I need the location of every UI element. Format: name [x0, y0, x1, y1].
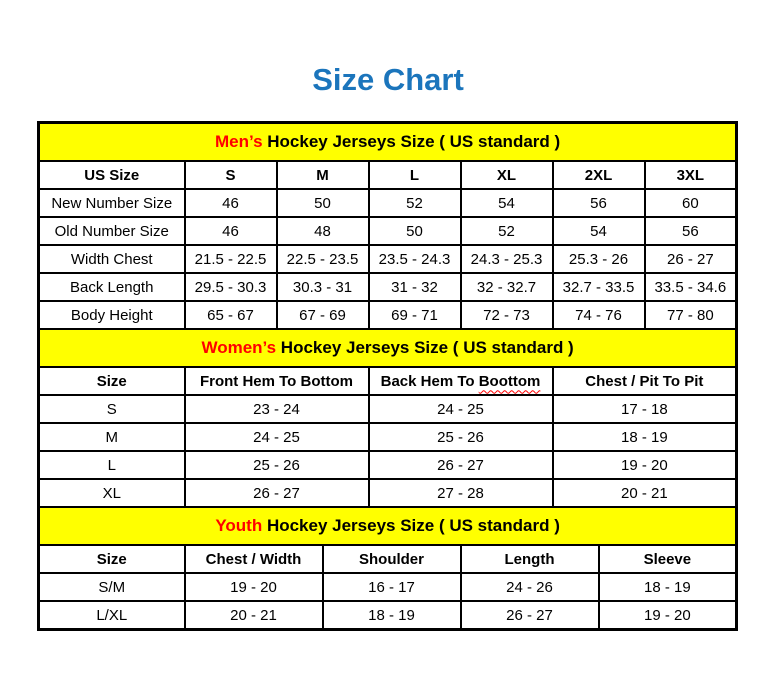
size-value: 26 - 27: [369, 451, 553, 479]
youth-highlight: Youth: [215, 516, 263, 535]
size-value: 72 - 73: [461, 301, 553, 329]
size-value: 24.3 - 25.3: [461, 245, 553, 273]
youth-title-rest: Hockey Jerseys Size ( US standard ): [262, 516, 560, 535]
row-label: Width Chest: [39, 245, 185, 273]
back-hem-misspelled-word: Boottom: [478, 372, 541, 390]
womens-col-header-back-hem: [369, 367, 553, 395]
mens-col-header: S: [185, 161, 277, 189]
mens-highlight: Men’s: [214, 132, 263, 151]
size-value: 24 - 26: [461, 573, 599, 601]
mens-col-header: 2XL: [553, 161, 645, 189]
mens-col-header: XL: [461, 161, 553, 189]
womens-header-row: [39, 367, 737, 395]
row-label: XL: [39, 479, 185, 507]
mens-col-header: US Size: [39, 161, 185, 189]
womens-col-header: Chest / Pit To Pit: [553, 367, 737, 395]
size-value: 26 - 27: [461, 601, 599, 630]
youth-section-band: [39, 507, 737, 545]
womens-col-header: Front Hem To Bottom: [185, 367, 369, 395]
size-value: 69 - 71: [369, 301, 461, 329]
size-value: 17 - 18: [553, 395, 737, 423]
size-value: 54: [553, 217, 645, 245]
size-value: 29.5 - 30.3: [185, 273, 277, 301]
size-value: 32.7 - 33.5: [553, 273, 645, 301]
youth-col-header: Sleeve: [599, 545, 737, 573]
row-label: Old Number Size: [39, 217, 185, 245]
size-value: 30.3 - 31: [277, 273, 369, 301]
size-value: 23.5 - 24.3: [369, 245, 461, 273]
size-value: 21.5 - 22.5: [185, 245, 277, 273]
size-value: 24 - 25: [369, 395, 553, 423]
row-label: Body Height: [39, 301, 185, 329]
youth-header-row: [39, 545, 737, 573]
page-title: Size Chart: [312, 62, 464, 97]
size-value: 25 - 26: [185, 451, 369, 479]
size-value: 56: [645, 217, 737, 245]
row-label: M: [39, 423, 185, 451]
back-hem-prefix: Back Hem To: [380, 372, 479, 390]
youth-col-header: Shoulder: [323, 545, 461, 573]
size-value: 67 - 69: [277, 301, 369, 329]
size-value: 46: [185, 217, 277, 245]
size-value: 60: [645, 189, 737, 217]
youth-col-header: Length: [461, 545, 599, 573]
youth-row: [39, 573, 737, 601]
mens-col-header: 3XL: [645, 161, 737, 189]
size-value: 77 - 80: [645, 301, 737, 329]
mens-title-rest: Hockey Jerseys Size ( US standard ): [262, 132, 561, 151]
size-value: 22.5 - 23.5: [277, 245, 369, 273]
size-value: 56: [553, 189, 645, 217]
size-value: 52: [369, 189, 461, 217]
womens-section-title: [39, 329, 737, 367]
size-value: 16 - 17: [323, 573, 461, 601]
womens-title-rest: Hockey Jerseys Size ( US standard ): [276, 338, 574, 357]
size-value: 46: [185, 189, 277, 217]
size-value: 27 - 28: [369, 479, 553, 507]
size-value: 18 - 19: [323, 601, 461, 630]
mens-row: [39, 301, 737, 329]
womens-section-band: [39, 329, 737, 367]
row-label: S: [39, 395, 185, 423]
size-value: 24 - 25: [185, 423, 369, 451]
mens-header-row: [39, 161, 737, 189]
size-value: 19 - 20: [599, 601, 737, 630]
row-label: S/M: [39, 573, 185, 601]
womens-col-header: Size: [39, 367, 185, 395]
mens-section-band: [39, 123, 737, 162]
mens-row: [39, 245, 737, 273]
size-value: 18 - 19: [553, 423, 737, 451]
youth-col-header: Chest / Width: [185, 545, 323, 573]
size-value: 50: [277, 189, 369, 217]
size-value: 25.3 - 26: [553, 245, 645, 273]
size-value: 31 - 32: [369, 273, 461, 301]
size-value: 32 - 32.7: [461, 273, 553, 301]
size-value: 20 - 21: [553, 479, 737, 507]
size-value: 18 - 19: [599, 573, 737, 601]
womens-row: [39, 423, 737, 451]
size-value: 19 - 20: [185, 573, 323, 601]
size-value: 19 - 20: [553, 451, 737, 479]
mens-section-title: [39, 123, 737, 162]
youth-section-title: [39, 507, 737, 545]
row-label: L/XL: [39, 601, 185, 630]
size-value: 74 - 76: [553, 301, 645, 329]
row-label: New Number Size: [39, 189, 185, 217]
size-value: 54: [461, 189, 553, 217]
size-value: 26 - 27: [185, 479, 369, 507]
size-value: 52: [461, 217, 553, 245]
size-value: 50: [369, 217, 461, 245]
mens-col-header: M: [277, 161, 369, 189]
size-value: 26 - 27: [645, 245, 737, 273]
size-value: 33.5 - 34.6: [645, 273, 737, 301]
size-value: 48: [277, 217, 369, 245]
mens-row: [39, 217, 737, 245]
womens-row: [39, 451, 737, 479]
womens-row: [39, 479, 737, 507]
size-chart-table: [37, 121, 738, 631]
size-value: 25 - 26: [369, 423, 553, 451]
row-label: Back Length: [39, 273, 185, 301]
row-label: L: [39, 451, 185, 479]
youth-col-header: Size: [39, 545, 185, 573]
mens-col-header: L: [369, 161, 461, 189]
womens-highlight: Women’s: [201, 338, 277, 357]
size-value: 23 - 24: [185, 395, 369, 423]
size-value: 20 - 21: [185, 601, 323, 630]
mens-row: [39, 273, 737, 301]
youth-row: [39, 601, 737, 630]
womens-row: [39, 395, 737, 423]
mens-row: [39, 189, 737, 217]
size-value: 65 - 67: [185, 301, 277, 329]
